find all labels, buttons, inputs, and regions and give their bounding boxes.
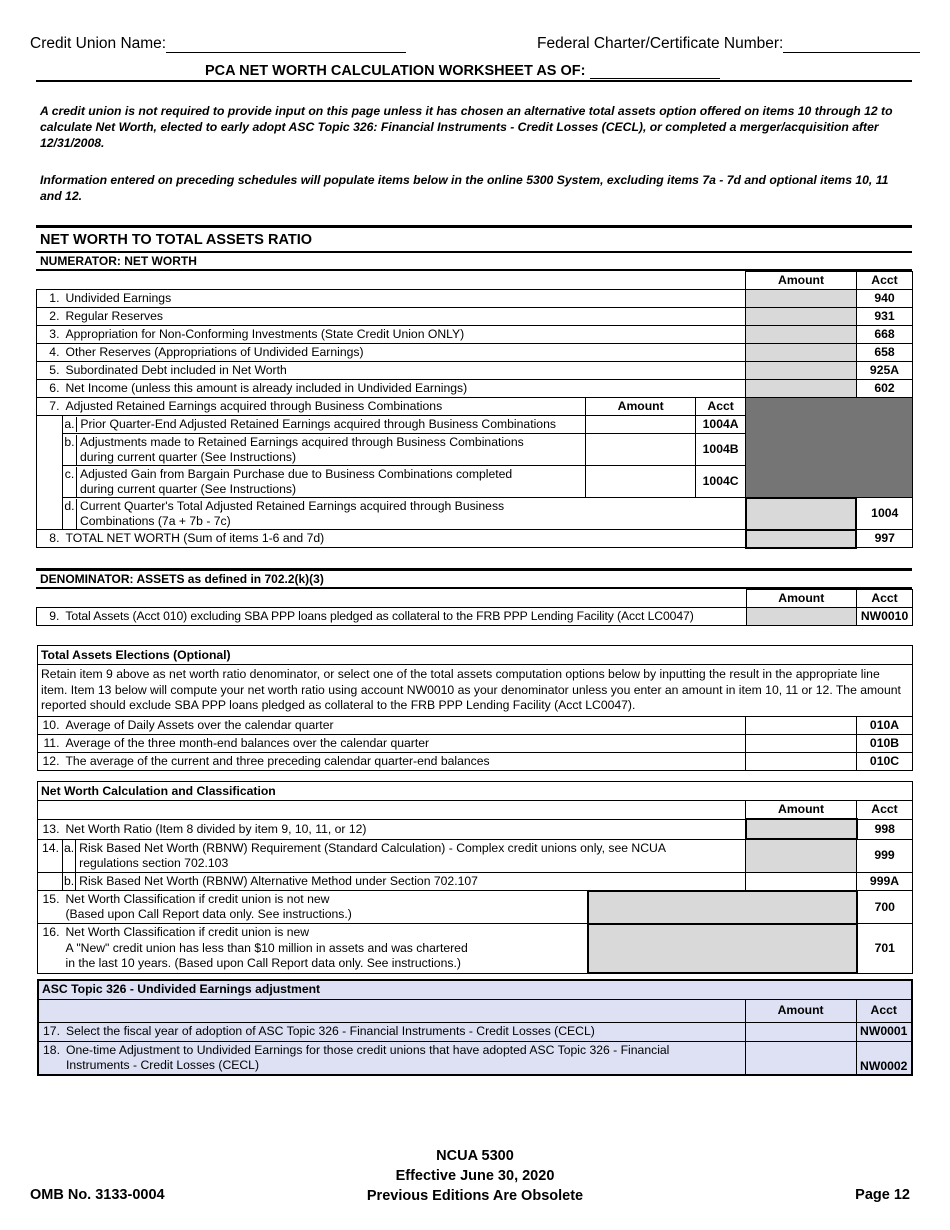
- amount-cell[interactable]: [746, 716, 857, 734]
- item-9-row: 9. Total Assets (Acct 010) excluding SBA PPP loans pledged as collateral to the FRB PPP Lending Facility (Acct LC0047) NW0010: [37, 608, 913, 626]
- item-13-row: 13. Net Worth Ratio (Item 8 divided by item 9, 10, 11, or 12) 998: [38, 819, 913, 839]
- page-title: PCA NET WORTH CALCULATION WORKSHEET AS OF:: [205, 63, 720, 79]
- obsolete-note: Previous Editions Are Obsolete: [366, 1188, 584, 1204]
- amount-cell[interactable]: [745, 1022, 856, 1041]
- item-8-row: 8. TOTAL NET WORTH (Sum of items 1-6 and 7d) 997: [37, 530, 913, 548]
- amount-cell[interactable]: [586, 466, 696, 498]
- election-row-11: 11. Average of the three month-end balances over the calendar quarter 010B: [38, 734, 913, 752]
- numerator-row-6: 6. Net Income (unless this amount is already included in Undivided Earnings) 602: [37, 380, 913, 398]
- numerator-table: [36, 271, 913, 549]
- item-7a-row: a. Prior Quarter-End Adjusted Retained Earnings acquired through Business Combinations 1004A: [37, 416, 913, 434]
- form-name: NCUA 5300: [436, 1148, 514, 1164]
- denominator-title: DENOMINATOR: ASSETS as defined in 702.2(k)(3): [40, 572, 324, 586]
- amount-cell[interactable]: [746, 308, 857, 326]
- amount-cell[interactable]: [746, 752, 857, 770]
- numerator-title: NUMERATOR: NET WORTH: [40, 254, 197, 268]
- amount-cell[interactable]: [746, 608, 857, 626]
- item-14b-row: b. Risk Based Net Worth (RBNW) Alternative Method under Section 702.107 999A: [38, 872, 913, 891]
- amount-cell[interactable]: [746, 530, 857, 548]
- amount-cell[interactable]: [746, 380, 857, 398]
- amount-cell[interactable]: [586, 416, 696, 434]
- numerator-row-1: 1. Undivided Earnings 940: [37, 290, 913, 308]
- acct-header: Acct: [856, 272, 912, 290]
- amount-cell[interactable]: [746, 326, 857, 344]
- amount-cell[interactable]: [746, 362, 857, 380]
- item-16-row: 16. Net Worth Classification if credit union is new A "New" credit union has less than $10 million in assets and was chartered in the last 10 years. (Based upon Call Report data only. See instructions.) 701: [38, 924, 913, 974]
- item-7d-row: d. Current Quarter's Total Adjusted Retained Earnings acquired through Business Combinations (7a + 7b - 7c) 1004: [37, 498, 913, 530]
- elections-text: Retain item 9 above as net worth ratio denominator, or select one of the total assets computation options below by inputting the result in the appropriate line item. Item 13 below will compute your net worth ratio using account NW0010 as your denominator unless you enter an amount in item 10, 11 or 12. The amount reported should exclude SBA PPP loans pledged as collateral to the FRB PPP Lending Facility (Acct LC0047).: [38, 665, 913, 717]
- numerator-row-5: 5. Subordinated Debt included in Net Worth 925A: [37, 362, 913, 380]
- amount-cell[interactable]: [746, 819, 857, 839]
- ratio-section-title: NET WORTH TO TOTAL ASSETS RATIO: [40, 232, 313, 248]
- amount-cell[interactable]: [746, 839, 857, 872]
- amount-cell[interactable]: [746, 290, 857, 308]
- numerator-row-4: 4. Other Reserves (Appropriations of Undivided Earnings) 658: [37, 344, 913, 362]
- asc-title: ASC Topic 326 - Undivided Earnings adjustment: [38, 980, 912, 999]
- elections-title: Total Assets Elections (Optional): [38, 646, 913, 665]
- effective-date: Effective June 30, 2020: [395, 1168, 555, 1184]
- charter-number-field[interactable]: Federal Charter/Certificate Number:: [537, 35, 920, 53]
- item-17-row: 17. Select the fiscal year of adoption of ASC Topic 326 - Financial Instruments - Credit Losses (CECL) NW0001: [38, 1022, 912, 1041]
- numerator-row-3: 3. Appropriation for Non-Conforming Investments (State Credit Union ONLY) 668: [37, 326, 913, 344]
- item-14a-row: 14. a. Risk Based Net Worth (RBNW) Requirement (Standard Calculation) - Complex credit unions only, see NCUA regulations section 702.103 999: [38, 839, 913, 872]
- amount-header: Amount: [746, 272, 857, 290]
- item-7-row: 7. Adjusted Retained Earnings acquired through Business Combinations Amount Acct: [37, 398, 913, 416]
- item-18-row: 18. One-time Adjustment to Undivided Earnings for those credit unions that have adopted ASC Topic 326 - Financial Instruments - Credit Losses (CECL) NW0002: [38, 1041, 912, 1075]
- amount-cell[interactable]: [746, 872, 857, 891]
- credit-union-name-field[interactable]: Credit Union Name:: [30, 35, 406, 53]
- amount-cell[interactable]: [746, 498, 857, 530]
- amount-cell[interactable]: [746, 344, 857, 362]
- page-number: Page 12: [855, 1187, 910, 1203]
- classification-cell[interactable]: [588, 891, 857, 924]
- election-row-10: 10. Average of Daily Assets over the calendar quarter 010A: [38, 716, 913, 734]
- amount-cell[interactable]: [746, 734, 857, 752]
- amount-cell[interactable]: [586, 434, 696, 466]
- amount-cell[interactable]: [745, 1041, 856, 1075]
- asc-table: ASC Topic 326 - Undivided Earnings adjustment Amount Acct 17. Select the fiscal year of adoption of ASC Topic 326 - Financial Instruments - Credit Losses (CECL) NW0001 18. One-time Adjustment to Undivided Earnings for those credit unions that have adopted ASC Topic 326 - Financial Instruments - Credit Losses (CECL) NW0002: [37, 979, 913, 1076]
- elections-table: [37, 645, 913, 771]
- item-7c-row: c. Adjusted Gain from Bargain Purchase due to Business Combinations completed during current quarter (See Instructions) 1004C: [37, 466, 913, 498]
- numerator-row-2: 2. Regular Reserves 931: [37, 308, 913, 326]
- classification-title: Net Worth Calculation and Classification: [38, 782, 913, 801]
- instruction-note-1: A credit union is not required to provide input on this page unless it has chosen an alternative total assets option offered on items 10 through 12 to calculate Net Worth, elected to early adopt ASC Topic 326: Financial Instruments - Credit Losses (CECL), or completed a merger/acquisition after 12/31/2008.: [40, 104, 893, 150]
- classification-table: Net Worth Calculation and Classification Amount Acct 13. Net Worth Ratio (Item 8 divided by item 9, 10, 11, or 12) 998 14. a. Risk Based Net Worth (RBNW) Requirement (Standard Calculation) - Complex credit unions only, see NCUA regulations section 702.103 999 b. Risk Based Net Worth (RBNW) Alternative Method under Section 702.107 999A 15. Net Worth Classification if credit union is not new (Based upon Call Report data only. See instructions.) 700 16. Net Worth Classification if credit union is new A "New" credit union has less than $10 million in assets and was chartered in the last 10 years. (Based upon Call Report data only. See instructions.) 701: [37, 781, 913, 974]
- instruction-note-2: Information entered on preceding schedules will populate items below in the online 5300 System, excluding items 7a - 7d and optional items 10, 11 and 12.: [40, 173, 889, 203]
- item-15-row: 15. Net Worth Classification if credit union is not new (Based upon Call Report data only. See instructions.) 700: [38, 891, 913, 924]
- classification-cell[interactable]: [588, 924, 857, 974]
- denominator-table: Amount Acct 9. Total Assets (Acct 010) excluding SBA PPP loans pledged as collateral to the FRB PPP Lending Facility (Acct LC0047) NW0010: [36, 589, 913, 626]
- omb-number: OMB No. 3133-0004: [30, 1187, 165, 1203]
- item-7b-row: b. Adjustments made to Retained Earnings acquired through Business Combinations during current quarter (See Instructions) 1004B: [37, 434, 913, 466]
- election-row-12: 12. The average of the current and three preceding calendar quarter-end balances 010C: [38, 752, 913, 770]
